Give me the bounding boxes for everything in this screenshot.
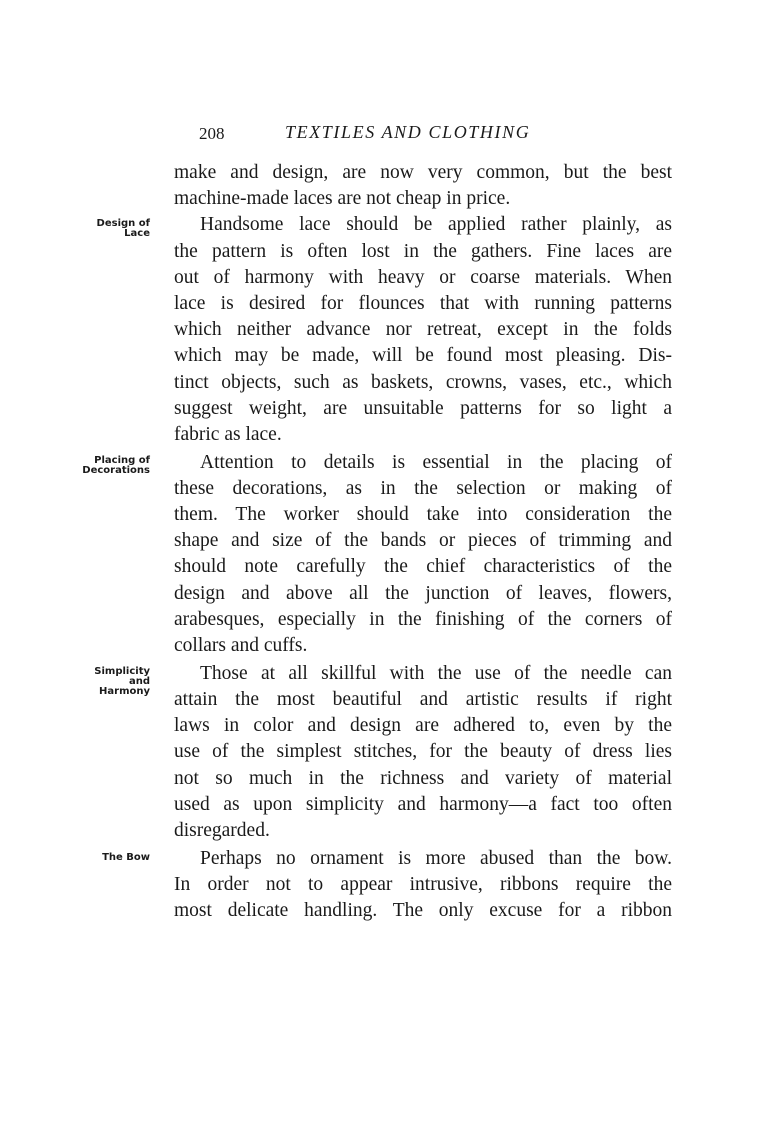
margin-note-line: Harmony [99, 686, 150, 697]
paragraph [174, 160, 672, 212]
margin-note-line: Design of [96, 218, 150, 229]
text-line: Attention to details is essential in the placing of [200, 451, 672, 473]
margin-note [97, 219, 150, 239]
paragraph [174, 450, 672, 660]
text-line: fabric as lace. [174, 423, 282, 445]
margin-note-line: and [128, 676, 150, 687]
text-line: used as upon simplicity and harmony—a fact too often [174, 793, 672, 815]
text-line: laws in color and design are adhered to, even by the [174, 715, 672, 737]
margin-note-line: Decorations [82, 465, 150, 476]
text-line: disregarded. [174, 819, 270, 841]
text-line: suggest weight, are unsuitable patterns for so light a [174, 397, 672, 419]
paragraph [174, 661, 672, 844]
text-line: shape and size of the bands or pieces of trimming and [174, 530, 672, 552]
text-line: most delicate handling. The only excuse for a ribbon [174, 900, 672, 922]
text-line: design and above all the junction of leaves, flowers, [174, 582, 672, 604]
text-line: these decorations, as in the selection or making of [174, 477, 672, 499]
margin-note [102, 853, 150, 863]
text-line: Perhaps no ornament is more abused than the bow. [200, 847, 672, 869]
text-line: not so much in the richness and variety of material [174, 767, 672, 789]
text-line: out of harmony with heavy or coarse materials. When [174, 266, 672, 288]
margin-note-line: The Bow [102, 852, 150, 863]
text-line: which may be made, will be found most pleasing. Dis- [174, 345, 672, 367]
body-text [174, 160, 672, 924]
running-title: TEXTILES AND CLOTHING [285, 122, 531, 142]
text-line: them. The worker should take into consideration the [174, 504, 672, 526]
paragraph [174, 846, 672, 925]
text-line: arabesques, especially in the finishing of the corners of [174, 608, 672, 630]
text-line: In order not to appear intrusive, ribbons require the [174, 873, 672, 895]
text-line: Those at all skillful with the use of the needle can [200, 662, 672, 684]
page-number: 208 [199, 124, 225, 143]
text-line: machine-made laces are not cheap in price. [174, 188, 511, 210]
paragraph [174, 212, 672, 448]
text-line: make and design, are now very common, but the best [174, 162, 672, 183]
text-line: attain the most beautiful and artistic results if right [174, 688, 672, 710]
margin-note [94, 667, 150, 697]
text-line: tinct objects, such as baskets, crowns, vases, etc., which [174, 371, 672, 393]
text-line: which neither advance nor retreat, except in the folds [174, 319, 672, 341]
text-line: use of the simplest stitches, for the beauty of dress lies [174, 741, 672, 763]
margin-note [82, 456, 150, 476]
margin-note-line: Lace [124, 228, 150, 239]
text-line: Handsome lace should be applied rather plainly, as [200, 214, 672, 236]
margin-note-line: Placing of [94, 455, 150, 466]
margin-note-line: Simplicity [94, 666, 150, 677]
text-line: the pattern is often lost in the gathers. Fine laces are [174, 240, 672, 262]
text-line: collars and cuffs. [174, 634, 308, 656]
text-line: lace is desired for flounces that with running patterns [174, 292, 672, 314]
text-line: should note carefully the chief characteristics of the [174, 556, 672, 578]
